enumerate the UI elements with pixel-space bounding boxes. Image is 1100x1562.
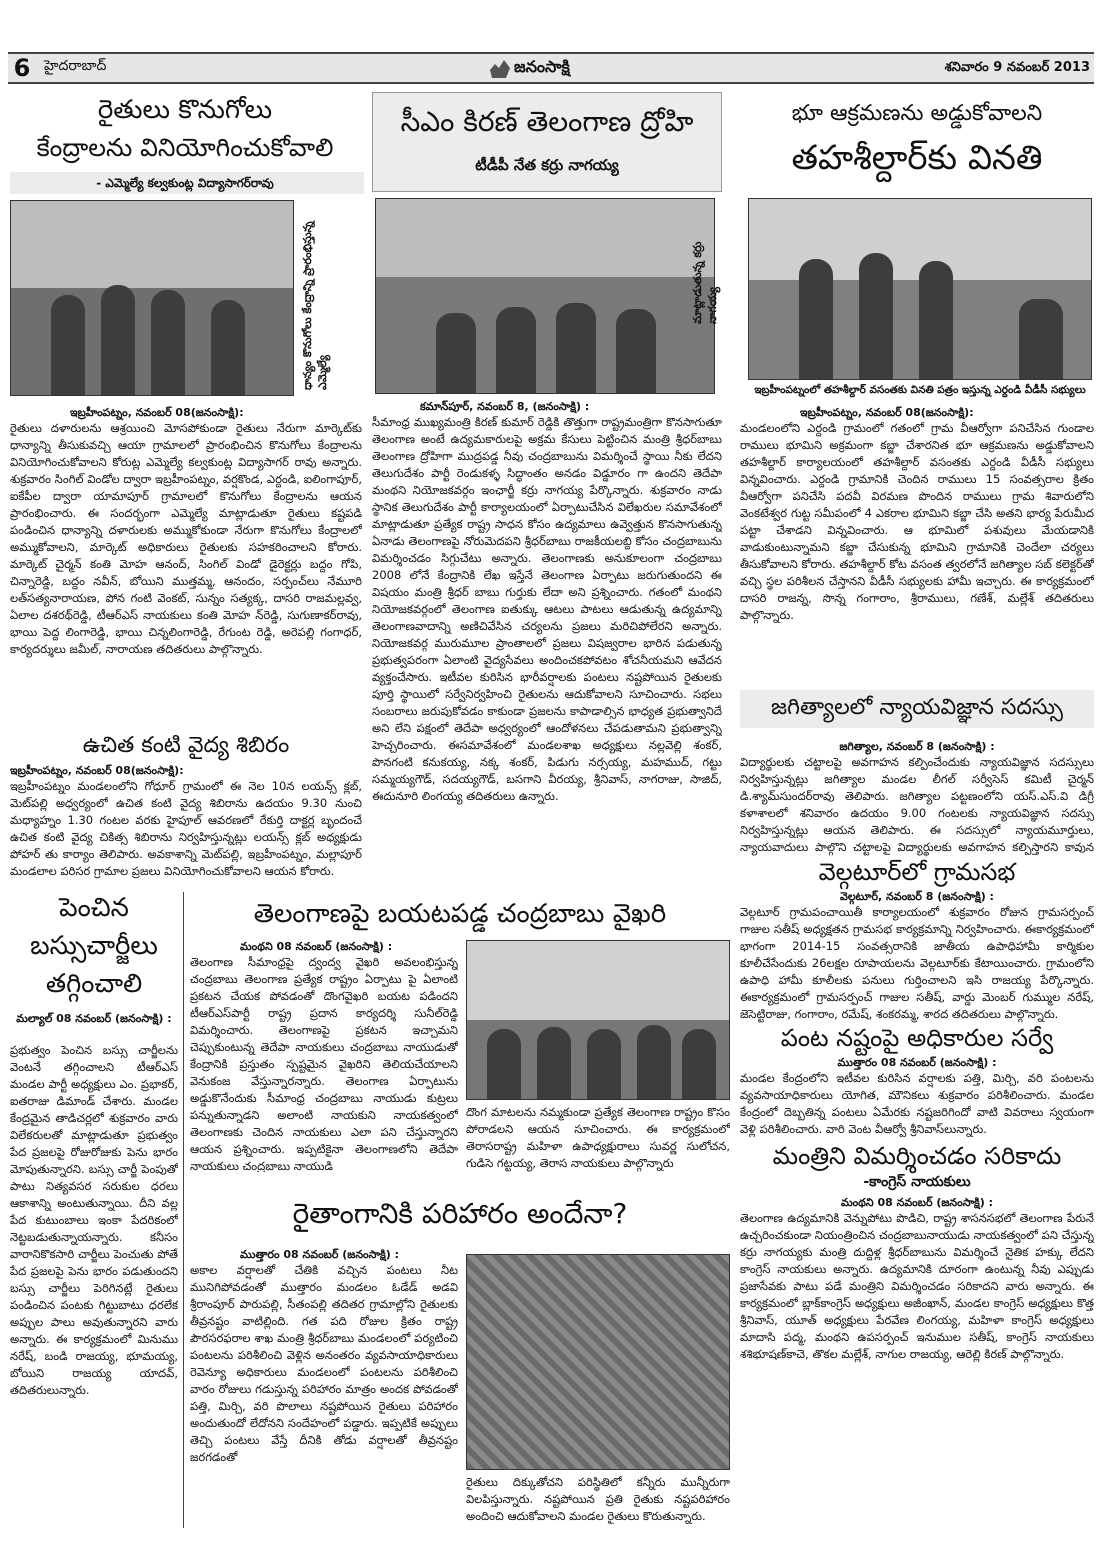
logo-icon xyxy=(490,58,510,78)
kiran-photo xyxy=(375,198,715,394)
farmers-photo-caption: ధాన్యం కొనుగోలు కేంద్రాన్ని ప్రారంభిస్తున్న ఎమ్మెల్యే xyxy=(301,221,329,390)
tahsildar-photo xyxy=(748,198,1092,380)
tahsildar-headline-2: తహశీల్దార్‌కు వినతి xyxy=(791,138,1043,178)
relief-body-right: రైతులు దిక్కుతోచని పరిస్థితిలో కన్నీరు మున్నీరుగా విలపిస్తున్నారు. నష్టపోయిన ప్రతి రైతుకు నష్టపరిహారం అందించి ఆదుకోవాలని మండల రైతులు కొరుతున్నారు. xyxy=(466,1475,730,1523)
kiran-headline: సీఎం కిరణ్ తెలంగాణ ద్రోహి xyxy=(400,105,694,138)
tahsildar-headline-1: భూ ఆక్రమణను అడ్డుకోవాలని xyxy=(791,101,1043,126)
relief-photo xyxy=(466,1254,730,1470)
chandrababu-dateline: మంథని 08 నవంబర్ (జనంసాక్షి) : xyxy=(240,940,393,953)
kiran-dateline: కమాన్‌పూర్, నవంబర్ 8, (జనంసాక్షి) : xyxy=(420,400,590,413)
kiran-photo-caption: మాట్లాడుతున్న కర్రు నాగయ్య xyxy=(691,241,719,324)
bus-headline-3: తగ్గించాలి xyxy=(45,969,143,999)
bus-headline-1: పెంచిన xyxy=(59,893,129,923)
farmers-dateline: ఇబ్రహీంపట్నం, నవంబర్ 08(జనంసాక్షి): xyxy=(70,406,244,419)
logo-text: జనంసాక్షి xyxy=(514,56,570,76)
kiran-subhead: టీడీపీ నేత కర్రు నాగయ్య xyxy=(475,156,619,174)
chandrababu-body-right: దొంగ మాటలను నమ్మకుండా ప్రత్యేక తెలంగాణ రాష్ట్రం కొసం పోరాడలని ఆయన సూచించారు. ఈ కార్యక్రమంలో తెరాసరాష్ట్ర మహిళా ఉపాధ్యక్షురాలు సువర్ణ సులోచన, గుడిసె గట్టయ్య, తెరాస నాయకులు పాల్గొన్నారు xyxy=(466,1105,730,1170)
gramasabha-headline: వెల్గటూర్‌లో గ్రామసభ xyxy=(818,858,1016,886)
farmers-photo xyxy=(10,200,294,396)
farmers-body: రైతులు దళారులను ఆశ్రయించి మోసపోకుండా రైతులు నేరుగా మార్కెట్‌కు ధాన్యాన్ని తీసుకువచ్చి ఆయా గ్రామాలలో ప్రారంభించిన కొనుగోలు కేంద్రాలను వినియోగించుకోవాలని కోరుట్ల ఎమ్మెల్యే కల్వకుంట్ల విద్యాసాగర్ రావు అన్నారు. శుక్రవారం సింగిల్ విండోల ద్వారా ఇబ్రహీంపట్నం, వర్షకొండ, ఎర్దండి, ఐలింగాపూర్, ఐకేపీల ద్వారా యామాపూర్ గ్రామాలలో కొనుగోలు కేంద్రాలను ఆయన ప్రారంభించారు. ఈ సందర్భంగా ఎమ్మెల్యే మాట్లాడుతూ రైతులు కష్టపడి పండించిన ధాన్యాన్ని దళారులకు అమ్ముకోకుండా నేరుగా కొనుగోలు కేంద్రాలలో అమ్ముకోవాలని, మార్కెట్ అధికారులు రైతులకు సహకరించాలని కోరారు. మార్కెట్ చైర్మన్ కంతి మోహ ఆనంద్, సింగిల్ విండో డైరెక్టర్లు బద్దం గోపి, చిన్నారెడ్డి, బద్దం నవీన్, బోయిని ముత్తమ్మ, ఆనందం, సర్పంచ్‌లు నేమూరి లత్‌సత్యనారాయణ, పోన గంటి వెంకట్, సున్నం సత్యక్క, దాసరి రాజమల్లవ్వ, ఏలాల దశరథ్‌రెడ్డి, టీఆర్‌ఎస్ నాయకులు కంతి మోహ న్‌రెడ్డి, సుగుణాకర్‌రావు, భాయి పెద్ద లింగారెడ్డి, భాయి చిన్నలింగారెడ్డి, రేగుంట రెడ్డి, అరెపల్లి గంగాధర్, కార్యదర్శులు జమీల్, నారాయణ తదితరులు పాల్గొన్నారు. xyxy=(10,421,362,656)
eye-camp-dateline: ఇబ్రహీంపట్నం, నవంబర్ 08(జనంసాక్షి): xyxy=(10,764,184,777)
chandrababu-body: తెలంగాణ సీమాంధ్రపై ద్వంద్వ వైఖరి అవలంభిస్తున్న చంద్రబాబు తెలంగాణ ప్రత్యేక రాష్ట్రం ఏర్పాటు పై ఏలాంటి ప్రకటన చేయక పోవడంతో దొంగవైఖరి బయట పడిందని టీఆర్‌ఎస్‌పార్టీ రాష్ట్ర ప్రదాన కార్యదర్శి సునీల్‌రెడ్డి విమర్శించారు. తెలంగాణపై ప్రకటన ఇచ్చామని చెప్పుకుంటున్న తెదేపా నాయకులు చంద్రబాబు నాయుడుతో కేంద్రానికి ప్రస్తుతం స్పష్టమైన వైఖరిని తెలియచేయాలని వెనుకంజ వేస్తున్నారన్నారు. తెలంగాణ ఏర్పాటును అడ్డుకొనేందుకు సీమాంధ్ర చంద్రబాబు నాయుడు కుట్రలు పన్నుతున్నాడని అలాంటి నాయకుని నాయకత్వంలో తెలంగాణకు చెందిన నాయకులు ఎలా పని చేస్తున్నారని ఆయన ప్రశ్నించారు. ఇప్పటికైనా తెలంగాణలోని తెదేపా నాయకులు చంద్రబాబు నాయుడి xyxy=(190,955,458,1172)
farmers-headline-1: రైతులు కొనుగోలు xyxy=(97,95,273,125)
crop-survey-body: మండల కేంద్రంలోని ఇటీవల కురిసిన వర్షాలకు పత్తి, మిర్చి, వరి పంటలను వ్యవసాయాధికారులు యోగిత, మౌనికలు శుక్రవారం పరిశీలించారు. మండల కేంద్రంలో దెబ్బతిన్న పంటలు ఏమేరకు నష్టజరిగిందో వాటి వివరాలు స్వయంగా వెళ్లి పరిశీలించారు. వారి వెంట వీఆర్వో శ్రీనివాస్‌లున్నారు. xyxy=(740,1071,1094,1136)
tahsildar-body: మండలంలోని ఎర్దండి గ్రామంలో గతంలో గ్రామ వీఆర్వోగా పనిచేసిన గుండాల రాములు భూమిని అక్రమంగా కబ్జా చేశారనిత భూ ఆక్రమణను అడ్డుకోవాలని తహశీల్దార్ కార్యాలయంలో తహశీల్దార్ వసంతకు ఎర్దండి వీడీసీ సభ్యులు విన్నవించారు. ఎర్దండి గ్రామానికి చెందిన రాములు 15 సంవత్సరాల క్రితం వీఆర్వోగా పనిచేసి పదవీ విరమణ పొందిన రాములు గ్రామ శివారులోని వెంకటేశ్వర గుట్ట సమీపంలో 4 ఎకరాల భూమిని కబ్జా చేసి అతని భార్య పేరుమీద పట్టా చేశాడని విన్నవించారు. ఆ భూమిలో పశువులు మేయడానికి వాడుకుంటున్నామని కబ్జా చేసుకున్న భూమిని గ్రామానికి చెందేలా చర్యలు తీసుకోవాలని కోరారు. తహశీల్దార్ కోట వసంత త్వరలోనే జగిత్యాల సబ్ కలెక్టర్‌తో వచ్చి స్థల పరిశీలన చేస్తానని వీడీసీ సభ్యులకు హామీ ఇచ్చారు. ఈ కార్యక్రమంలో దాసరి రాజన్న, సొన్న గంగారాం, శ్రీరాములు, గణేశ్, మల్లేశ్ తదితరులు పాల్గొన్నారు. xyxy=(740,421,1094,622)
chandrababu-photo xyxy=(466,940,730,1100)
page-number: 6 xyxy=(13,54,31,82)
minister-dateline: మంథని 08 నవంబర్ (జనంసాక్షి) : xyxy=(840,1196,994,1209)
relief-dateline: ముత్తారం 08 నవంబర్ (జనంసాక్షి) : xyxy=(240,1248,399,1261)
kiran-body: సీమాంధ్ర ముఖ్యమంత్రి కిరణ్ కుమార్ రెడ్డికి తొత్తుగా రాష్ట్రమంత్రిగా కొనసాగుతూ తెలంగాణ అంటే ఉద్యమకారులపై అక్రమ కేసులు పెట్టించిన మంత్రి శ్రీధర్‌బాబు తెలంగాణ ద్రోహిగా ముద్రపడ్డ నీవు చంద్రబాబును విమర్శించే స్థాయి నీకు లేదని తెలుగుదేశం పార్టీ రెండుకళ్ళ సిద్ధాంతం అనడం విడ్డూరం గా ఉందని తెదేపా మంథని నియోజకవర్గం ఇంఛార్జీ కర్రు నాగయ్య పేర్కొన్నారు. శుక్రవారం నాడు స్థానిక తెలుగుదేశం పార్టీ కార్యాలయంలో ఏర్పాటుచేసిన విలేఖరుల సమావేశంలో మాట్లాడుతూ ప్రత్యేక రాష్ట్ర సాధన కోసం ఉద్యమాలు ఉవ్వెత్తున కొనసాగుతున్న ఏనాడు తెలంగాణపై నోరుమెదపని శ్రీధర్‌బాబు రాజకీయలబ్ది కోసం చంద్రబాబును విమర్శించడం సిగ్గుచేటు అన్నారు. తెలంగాణకు అనుకూలంగా చంద్రబాబు 2008 లోనే కేంద్రానికి లేఖ ఇస్తేనే తెలంగాణ ఏర్పాటు జరుగుతుందని ఈ విషయం మంత్రి శ్రీధర్ బాబు గుర్తుకు లేదా అని ప్రశ్నించారు. గతంలో మంథని నియోజకవర్గంలో తెలంగాణ ఐతుక్కు ఆటలు పాటలు ఆడుతున్న ఉద్యమాన్ని తెలంగాణవాదాన్ని అణిచివేసిన చర్యలను ప్రజలు మరిచిపోలేరని అన్నారు. నియోజకవర్గ మురుమూల ప్రాంతాలలో ప్రజలు విషజ్వరాల భారిన పడుతున్న ప్రభుత్వపరంగా ఏలాంటి వైద్యసేవలు అందించకపోవటం శోచనీయమని ఆవేదన వ్యక్తంచేసారు. ఇటీవల కురిసిన భారీవర్షాలకు పంటలు నష్టపోయిన రైతులకు పూర్తి స్థాయిలో సర్వేనిర్వహించి రైతులను ఆదుకోవాలని సూచించారు. సభలు సంబరాలు జరుపుకోవడం కాకుండా ప్రజలను కాపాడాల్సిన భాధ్యత ప్రభుత్వానిదే అని లేని పక్షంలో తెదేపా అధ్వర్యంలో ఆందోళనలు చేపడుతామని ప్రభుత్వాన్ని హెచ్చరించారు. ఈసమావేశంలో మండలశాఖ అధ్యక్షులు నల్లవెల్లి శంకర్, పొనగంటి కనుకయ్య, నక్క శంకర్, పిడుగు నర్సయ్య, మహముద్, గట్టు సమ్మయ్యగౌడ్, సదయ్యగౌడ్, బసగాని వీరయ్య, శ్రీనివాస్, నాగరాజు, సాజిద్, ఈదునూరి లింగయ్య తదితరులు ఉన్నారు. xyxy=(372,415,722,803)
tahsildar-dateline: ఇబ్రహీంపట్నం, నవంబర్ 08(జనంసాక్షి): xyxy=(800,406,974,419)
relief-body: అకాల వర్షాలతో చేతికి వచ్చిన పంటలు నీట మునిగిపోవడంతో ముత్తారం మండలం ఓడేడ్ అడవి శ్రీరాంపూర్ పారుపల్లి, సీతంపల్లి తదితర గ్రామాల్లోని రైతులకు తీవ్రనష్టం వాటిల్లింది. గత పది రోజుల క్రితం రాష్ట్ర పౌరసరఫరాల శాఖ మంత్రి శ్రీధర్‌బాబు మండలంలో పర్యటించి పంటలను పరిశీలించి వెళ్లిన అనంతరం వ్యవసాయాధికారులు రెవెన్యూ అధికారులు మండలంలో పంటలను పరిశీలించి వారం రోజులు గడుస్తున్న పరిహారం మాత్రం అందక పోవడంతో పత్తి, మిర్చి, వరి పొలాలు నష్టపోయిన రైతులు పరిహారం అందుతుందో లేదోనని సందేహంలో పడ్డారు. ఇప్పటికే అప్పులు తెచ్చి పంటలు వేస్తే దీనికి తోడు వర్షాలతో తీవ్రనష్టం జరగడంతో xyxy=(190,1263,458,1464)
farmers-headline-2: కేంద్రాలను వినియోగించుకోవాలి xyxy=(36,133,334,162)
column-rule xyxy=(183,892,184,1528)
masthead-city: హైదరాబాద్ xyxy=(44,58,107,74)
bus-body: ప్రభుత్వం పెంచిన బస్సు చార్జీలను వెంటనే తగ్గించాలని టీఆర్‌ఎస్ మండల పార్టీ అధ్యక్షులు ఎం. ప్రభాకర్, ఐతరాజు డిమాండ్ చేశారు. మండల కేంద్రమైన తాడిచర్లలో శుక్రవారం వారు విలేకరులతో మాట్లాడుతూ ప్రభుత్వం పేద ప్రజలపై రోజురోజుకు పెను భారం మోపుతున్నారని. బస్సు చార్జీ పెంపుతో పాటు నిత్యవసర సరుకుల ధరలు ఆకాశాన్ని అంటుతున్నాయి. దీని వల్ల పేద కుటుంబాలు ఇంకా పేదరికంలో నెట్టబడుతున్నాయన్నారు. కనీసం వారానికొకసారి చార్జీలు పెంచుతు పోతే పేద ప్రజలపై పెను భారం పడుతుందని బస్సు చార్జీలు పెరిగినట్లే రైతులు పండించిన పంటకు గిట్టుబాటు ధరలేక అప్పుల పాలు అవుతున్నారని వారు అన్నారు. ఈ కార్యక్రమంలో మినుము నరేష్, బండి రాజయ్య, భూమయ్య, బోయిని రాజయ్య యాదవ్, తదితరులున్నారు. xyxy=(10,1043,178,1397)
crop-survey-headline: పంట నష్టంపై అధికారుల సర్వే xyxy=(780,1024,1054,1052)
minister-body: తెలంగాణ ఉద్యమానికి వెన్నుపోటు పొడిచి, రాష్ట్ర శాసనసభలో తెలంగాణ పేరునే ఉచ్చరించకుండా నియంత్రించిన చంద్రబాబునాయుడు నాయకత్వంలో పని చేస్తున్న కర్రు నాగయ్యకు మంత్రి దుద్దిళ్ల శ్రీధర్‌బాబును విమర్శించే నైతిక హక్కు లేదని కాంగ్రెస్ నాయకులు అన్నారు. ఉద్యమానికి దూరంగా ఉంటున్న నీవు ఎప్పుడు ప్రజాసేవకు పాటు పడే మంత్రిని విమర్శించడం సరికాదని వారు అన్నారు. ఈ కార్యక్రమంలో బ్లాక్‌కాంగ్రెస్ అధ్యక్షులు అజీంఖాన్, మండల కాంగ్రెస్ అధ్యక్షులు కొత్త శ్రీనివాస్, యూత్ అధ్యక్షులు పేరవేణ లింగయ్య, మహిళా కాంగ్రెస్ అధ్యక్షులు మాదాసి పద్మ, మంథని ఉపసర్పంచ్ ఇనుముల సతీష్, కాంగ్రెస్ నాయకులు శశిభూషణ్‌కాచె, తొకల మల్లేశ్, నాగుల రాజయ్య, ఆరెల్లి కిరణ్ పాల్గొన్నారు. xyxy=(740,1211,1094,1361)
eye-camp-headline: ఉచిత కంటి వైద్య శిబిరం xyxy=(82,733,290,758)
eye-camp-body: ఇబ్రహీంపట్నం మండలంలోని గోధూర్ గ్రామంలో ఈ నెల 10న లయన్స్ క్లబ్, మెట్‌పల్లి అధ్వర్యంలో ఉచిత కంటి వైద్య శిబిరాను ఉదయం 9.30 నుంచి మధ్యాహ్నం 1.30 గంటల వరకు హైపూల్ ఆవరణలో రేకుర్తి దాక్టర్ల బృందంచే ఉచిత కంటి వైద్య చికిత్స శిబిరాను నిర్వహిస్తున్నట్లు లయన్స్ క్లబ్ అధ్యక్షుడు పోహర్ తు కార్యాం తెలిపారు. అవకాశాన్ని మెట్‌పల్లి, ఇబ్రహీంపట్నం, మల్లాపూర్ మండలాల పరిసర గ్రామాల ప్రజలు వినియోగించుకోవాలని ఆయన కోరారు. xyxy=(10,779,362,878)
masthead-date: శనివారం 9 నవంబర్ 2013 xyxy=(944,60,1090,75)
gramasabha-body: వెల్గటూర్ గ్రామపంచాయితీ కార్యాలయంలో శుక్రవారం రోజున గ్రామసర్పంచ్ గాజుల సతీష్ అధ్యక్షతన గ్రామసభ కార్యక్రమాన్ని నిర్వహించారు. ఈకార్యక్రమంలో భాగంగా 2014-15 సంవత్సరానికి జాతీయ ఉపాధిహామీ కార్మికుల కూలీచేసేందుకు 26లక్షల రూపాయలను వెల్గటూర్‌కు కేటాయించారు. గ్రామంలోని ఉపాధి హామీ కూలీలకు పనులు గుర్తించాలని ఇసి రాజయ్య పేర్కొన్నారు. ఈకార్యక్రమంలో గ్రామసర్పంచ్ గాజుల సతీష్, వార్డు మెంబర్ గుమ్ముల నరేష్, జెసెట్టిరాజు, గంగారాం, రమేష్, శంకరమ్మ, శారద తదితరులు పాల్గొన్నారు. xyxy=(740,905,1094,1021)
bus-headline-2: బస్సుచార్జీలు xyxy=(30,931,158,961)
legal-body: విద్యార్థులకు చట్టాలపై అవగాహన కల్పించేందుకు న్యాయవిజ్ఞాన సదస్సులు నిర్వహిస్తున్నట్లు జగిత్యాల మండల లీగల్ సర్వీసెస్ కమిటీ చైర్మన్ డి.శ్యామ్‌సుందర్‌రావు తెలిపారు. జగిత్యాల పట్టణంలోని యస్.ఎస్.వి డిగ్రీ కళాశాలలో శనివారం ఉదయం 9.00 గంటలకు న్యాయవిజ్ఞాన సదస్సు నిర్వహిస్తున్నట్లు ఆయన తెలిపారు. ఈ సదస్సులో న్యాయమూర్తులు, న్యాయవాదులు పాల్గొని చట్టాలపై విద్యార్థులకు అవగాహన కల్పిస్తారని కావున xyxy=(740,755,1094,854)
minister-headline: మంత్రిని విమర్శించడం సరికాదు xyxy=(772,1142,1062,1170)
minister-subhead: -కాంగ్రెస్ నాయకులు xyxy=(863,1174,971,1190)
legal-headline: జగిత్యాలలో న్యాయవిజ్ఞాన సదస్సు xyxy=(771,695,1063,720)
farmers-subhead: - ఎమ్మెల్యే కల్వకుంట్ల విద్యాసాగర్‌రావు xyxy=(96,176,274,190)
chandrababu-headline: తెలంగాణపై బయటపడ్డ చంద్రబాబు వైఖరి xyxy=(253,899,667,929)
tahsildar-photo-caption: ఇబ్రహీంపట్నంలో తహశీల్దార్ వసంతకు వినతి పత్రం ఇస్తున్న ఎర్దండి వీడీసీ సభ్యులు xyxy=(754,384,1086,396)
gramasabha-dateline: వెల్గటూర్, నవంబర్ 8 (జనంసాక్షి) : xyxy=(840,890,994,903)
bus-dateline: మల్యాల్ 08 నవంబర్ (జనంసాక్షి) : xyxy=(16,1012,172,1025)
newspaper-logo xyxy=(490,54,610,82)
legal-dateline: జగిత్యాల, నవంబర్ 8 (జనంసాక్షి) : xyxy=(839,740,995,753)
crop-survey-dateline: ముత్తారం 08 నవంబర్ (జనంసాక్షి) : xyxy=(837,1056,997,1069)
relief-headline: రైతాంగానికి పరిహారం అందేనా? xyxy=(292,1197,628,1230)
